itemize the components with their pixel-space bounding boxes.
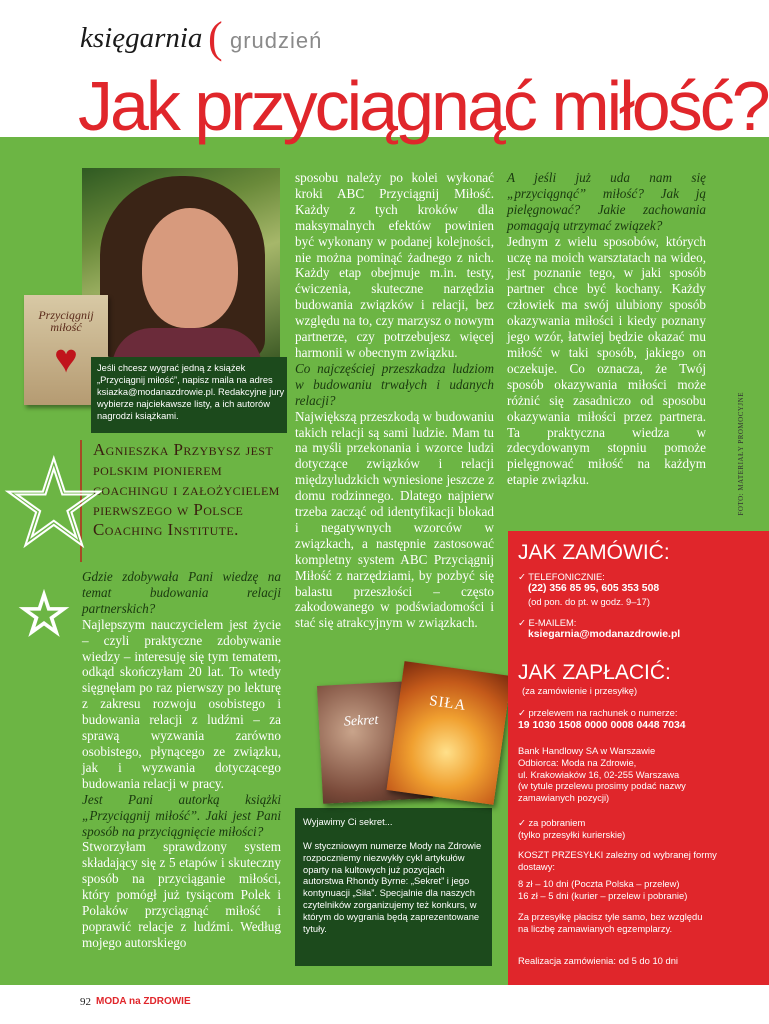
promo-heading: Wyjawimy Ci sekret...	[303, 816, 393, 827]
article-column-1	[82, 569, 281, 951]
article-column-3	[507, 170, 706, 488]
photo-face	[142, 208, 238, 328]
answer-2: Stworzyłam sprawdzony system składający się z 5 etapów i skuteczny sposób na przyciąganie miłości, który pomógł już tysiącom Polek i Polaków przyciągnąć miłość i poprawić relacje z ludźmi. Według mojego autorskiego	[82, 839, 281, 950]
question-2: Jest Pani autorką książki „Przyciągnij miłość”. Jaki jest Pani sposób na przyciągnięcie miłości?	[82, 791, 281, 839]
book-sila-title: SIŁA	[428, 693, 468, 715]
issue-month: grudzień	[230, 28, 323, 53]
order-phone-label: ✓ TELEFONICZNIE:	[518, 571, 605, 582]
question-4: A jeśli już uda nam się „przyciągnąć” miłość? Jak ją pielęgnować? Jakie zachowania pomagają utrzymać związek?	[507, 170, 706, 233]
article-column-2	[295, 170, 494, 631]
answer-3: Największą przeszkodą w budowaniu takich relacji są sami ludzie. Mam tu na myśli przekonania i wzorce ludzi dotyczące związków i relacji międzyludzkich wyniesione jeszcze z domu rodzinnego. Dlatego najpierw trzeba zacząć od identyfikacji blokad i negatywnych wzorców w związkach, a następnie zastosować kompletny system ABC Przyciągnij Miłość z narzędziami, by pozbyć się balastu przeszłości – często zakodowanego w podświadomości i stać się atrakcyjnym w związkach.	[295, 408, 494, 631]
order-phones[interactable]: (22) 356 85 95, 605 353 508	[528, 583, 660, 594]
payment-subtitle: (za zamówienie i przesyłkę)	[522, 685, 638, 696]
payment-account: 19 1030 1508 0000 0008 0448 7034	[518, 720, 686, 731]
order-panel	[508, 531, 769, 985]
shipping-title: KOSZT PRZESYŁKI zależny od wybranej formy dostawy:	[518, 849, 717, 872]
order-email-link[interactable]: ksiegarnia@modanazdrowie.pl	[528, 629, 681, 640]
question-1: Gdzie zdobywała Pani wiedzę na temat budowania relacji partnerskich?	[82, 569, 281, 616]
answer-1: Najlepszym nauczycielem jest życie – czyli praktyczne zdobywanie wiedzy – interesuję się tym tematem, odkąd skończyłam 20 lat. To wtedy sięgnęłam po raz pierwszy po lekturę z zakresu rozwoju osobistego i budowania relacji z ludźmi – za sprawą wyzwania zarówno osobistego, płynącego ze związku, jak i wyzwania dotyczącego budowania relacji w pracy.	[82, 616, 281, 791]
answer-2-continued: sposobu należy po kolei wykonać kroki ABC Przyciągnij Miłość. Każdy z tych kroków dla maksymalnych efektów powinien być wykonany w podanej kolejności, nie można pominąć żadnego z nich. Każdy etap obejmuje m.in. testy, ćwiczenia, skuteczne narzędzia budowania związków i relacji, bez względu na to, czy marzysz o nowym partnerze, czy potrzebujesz więcej harmonii w obecnym związku.	[295, 170, 494, 360]
author-bio: Agnieszka Przybysz jest polskim pionierem coachingu i założycielem pierwszego w Polsce Coaching Institute.	[93, 440, 280, 539]
book-cover-title: Przyciągnij miłość	[38, 308, 94, 334]
photo-caption: Jeśli chcesz wygrać jedną z książek „Przyciągnij miłość”, napisz maila na adres ksiazka@modanazdrowie.pl. Redakcyjne jury wybierze najciekawsze listy, a ich autorów nagrodzi książkami.	[97, 363, 285, 421]
author-photo	[82, 168, 280, 360]
promo-text: W styczniowym numerze Mody na Zdrowie rozpoczniemy niezwykły cykl artykułów oparty na kultowych już pozycjach autorstwa Rhondy Byrne: „Sekret” i jego kontynuacji „Siła”. Specjalnie dla naszych czytelników zorganizujemy też konkurs, w którym do wygrania będą zaprezentowane tytuły.	[303, 840, 482, 934]
star-outline-icon: ☆	[0, 438, 108, 571]
shipping-note: Za przesyłkę płacisz tyle samo, bez względu na liczbę zamawianych egzemplarzy.	[518, 911, 703, 934]
bank-line: Odbiorca: Moda na Zdrowie,	[518, 756, 637, 768]
fulfillment-time: Realizacja zamówienia: od 5 do 10 dni	[518, 955, 678, 966]
answer-4: Jednym z wielu sposobów, których uczę na moich warsztatach na wideo, jest poznanie tego, w jaki sposób partner chce być kochany. Każdy człowiek ma swój ulubiony sposób okazywania miłości i kiedy poznany jego wzór, łatwiej będzie okazać mu miłość w taki sposób, jakiego on oczekuje. Co oznacza, że Twój sposób okazywania miłości może różnić się zasadniczo od sposobu okazywania miłości przez partnera. Ta praktyczna wiedza w zdecydowanym stopniu pomoże pielęgnować miłość na każdym etapie związku.	[507, 233, 706, 488]
bank-line: Bank Handlowy SA w Warszawie	[518, 745, 656, 756]
bank-line: (w tytule przelewu prosimy podać nazwy	[518, 780, 686, 792]
payment-cod-label: ✓ za pobraniem	[518, 817, 586, 828]
order-email-label: ✓ E-MAILEM:	[518, 617, 577, 628]
shipping-option-1: 8 zł – 10 dni (Poczta Polska – przelew)	[518, 878, 680, 889]
star-outline-small-icon: ☆	[18, 582, 70, 647]
payment-transfer-label: ✓ przelewem na rachunek o numerze:	[518, 707, 678, 718]
payment-title: JAK ZAPŁACIĆ:	[518, 661, 671, 684]
page-title: Jak przyciągnąć miłość?	[78, 67, 768, 145]
book-sekret-title: Sekret	[343, 712, 379, 730]
section-paren: (	[208, 13, 223, 62]
order-hours: (od pon. do pt. w godz. 9–17)	[528, 596, 650, 607]
section-label: księgarnia	[80, 22, 203, 54]
payment-bank-details	[518, 745, 758, 804]
bank-line: ul. Krakowiaków 16, 02-255 Warszawa	[518, 768, 680, 780]
photo-credit: FOTO: MATERIAŁY PROMOCYJNE	[737, 392, 745, 516]
shipping-option-2: 16 zł – 5 dni (kurier – przelew i pobranie)	[518, 890, 688, 901]
payment-cod-note: (tylko przesyłki kurierskie)	[518, 829, 626, 840]
magazine-brand: MODA na ZDROWIE	[96, 996, 191, 1007]
heart-icon: ♥	[54, 336, 78, 381]
question-3: Co najczęściej przeszkadza ludziom w budowaniu trwałych i udanych relacji?	[295, 360, 494, 408]
order-title: JAK ZAMÓWIĆ:	[518, 541, 670, 564]
promo-box	[295, 808, 492, 966]
book-cover-sila	[386, 661, 511, 805]
page-number: 92	[80, 996, 91, 1008]
photo-shirt	[112, 328, 262, 360]
bank-line: zamawianych pozycji)	[518, 792, 610, 804]
